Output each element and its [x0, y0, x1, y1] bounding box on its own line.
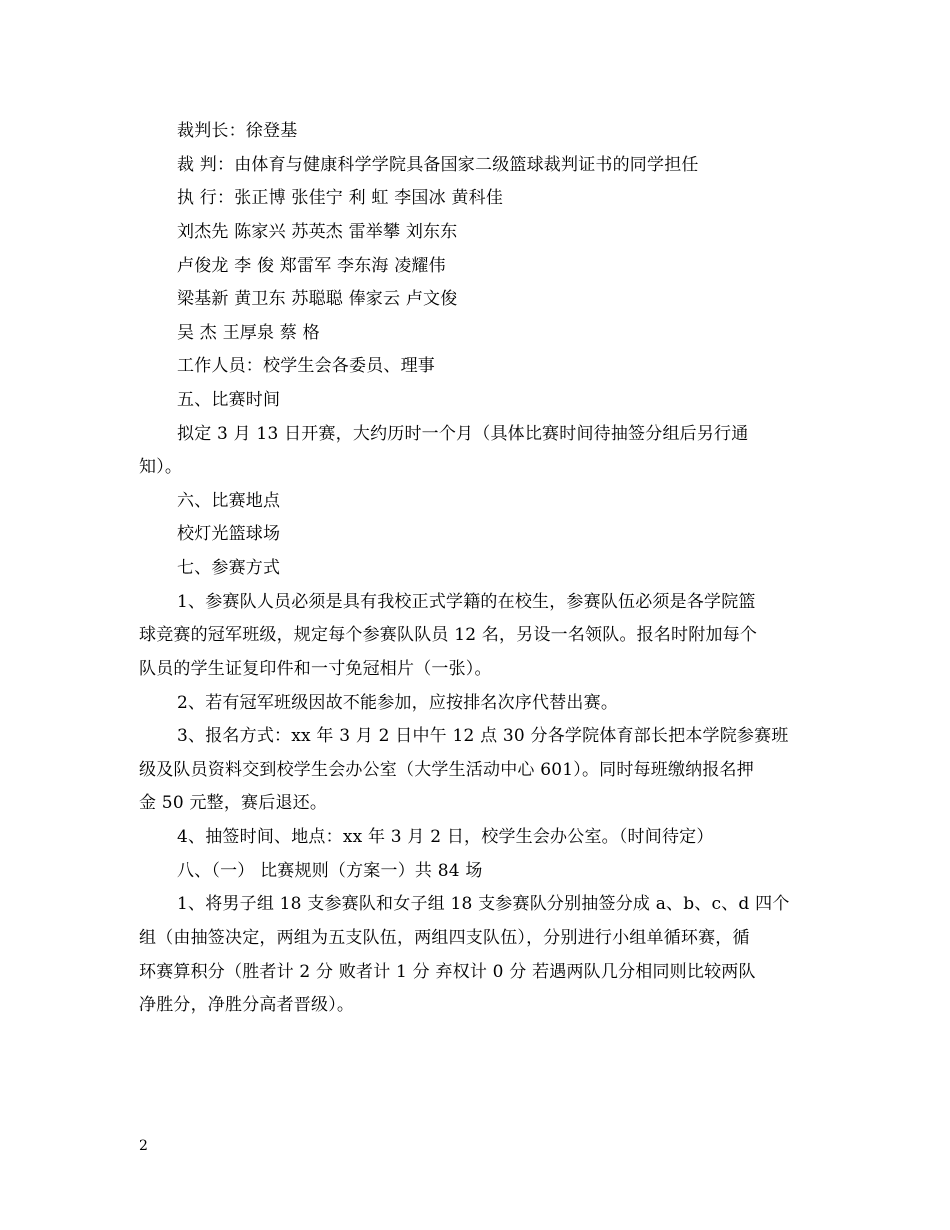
staff-line: 工作人员：校学生会各委员、理事 — [177, 356, 435, 376]
page-number: 2 — [139, 1138, 148, 1154]
executors-line-3: 卢俊龙 李 俊 郑雷军 李东海 凌耀伟 — [177, 256, 446, 276]
section-heading-participation: 七、参赛方式 — [177, 558, 281, 578]
paragraph-line: 1、参赛队人员必须是具有我校正式学籍的在校生，参赛队伍必须是各学院篮 — [177, 592, 756, 612]
paragraph-line: 球竞赛的冠军班级，规定每个参赛队队员 12 名，另设一名领队。报名时附加每个 — [139, 625, 758, 645]
paragraph-line: 拟定 3 月 13 日开赛，大约历时一个月（具体比赛时间待抽签分组后另行通 — [177, 424, 749, 444]
executors-line-5: 吴 杰 王厚泉 蔡 格 — [177, 323, 320, 343]
venue-line: 校灯光篮球场 — [177, 524, 281, 544]
paragraph-line: 4、抽签时间、地点：xx 年 3 月 2 日，校学生会办公室。（时间待定） — [177, 827, 714, 847]
paragraph-line: 队员的学生证复印件和一寸免冠相片（一张）。 — [139, 659, 492, 679]
executors-line-2: 刘杰先 陈家兴 苏英杰 雷举攀 刘东东 — [177, 222, 458, 242]
paragraph-line: 2、若有冠军班级因故不能参加，应按排名次序代替出赛。 — [177, 693, 619, 713]
paragraph-line: 知）。 — [139, 457, 183, 477]
paragraph-line: 组（由抽签决定，两组为五支队伍，两组四支队伍），分别进行小组单循环赛，循 — [139, 928, 750, 948]
referee-chief-line: 裁判长：徐登基 — [177, 121, 298, 141]
section-heading-venue: 六、比赛地点 — [177, 491, 281, 511]
section-heading-rules: 八、（一） 比赛规则（方案一）共 84 场 — [177, 861, 483, 881]
paragraph-line: 级及队员资料交到校学生会办公室（大学生活动中心 601）。同时每班缴纳报名押 — [139, 760, 754, 780]
paragraph-line: 环赛算积分（胜者计 2 分 败者计 1 分 弃权计 0 分 若遇两队几分相同则比较两队 — [139, 962, 756, 982]
paragraph-line: 净胜分，净胜分高者晋级）。 — [139, 995, 355, 1015]
paragraph-line: 3、报名方式：xx 年 3 月 2 日中午 12 点 30 分各学院体育部长把本学院参赛班 — [177, 726, 789, 746]
section-heading-time: 五、比赛时间 — [177, 390, 281, 410]
referees-line: 裁 判：由体育与健康科学学院具备国家二级篮球裁判证书的同学担任 — [177, 155, 699, 175]
paragraph-line: 金 50 元整，赛后退还。 — [139, 793, 328, 813]
paragraph-line: 1、将男子组 18 支参赛队和女子组 18 支参赛队分别抽签分成 a、b、c、d 四个 — [177, 894, 790, 914]
executors-line-4: 梁基新 黄卫东 苏聪聪 俸家云 卢文俊 — [177, 289, 458, 309]
executors-line-1: 执 行：张正博 张佳宁 利 虹 李国冰 黄科佳 — [177, 188, 504, 208]
